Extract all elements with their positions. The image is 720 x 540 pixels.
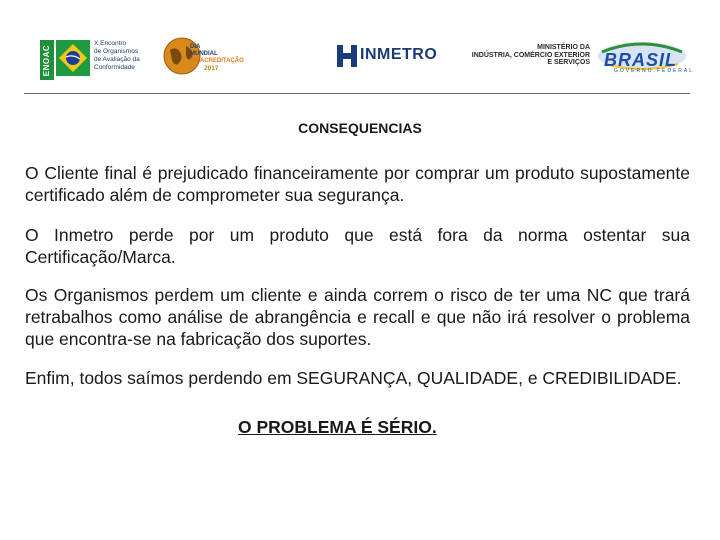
brasil-wordmark: BRASIL [604, 50, 677, 70]
slide-title: CONSEQUENCIAS [298, 120, 422, 136]
inmetro-logo-icon [336, 44, 358, 68]
closing-statement: O PROBLEMA É SÉRIO. [238, 417, 437, 437]
paragraph-organisms: Os Organismos perdem um cliente e ainda correm o risco de ter uma NC que trará retrabalhos como análise de abrangência e recall e que não irá resolver o problema que encontra-se na fabricação dos suportes. [25, 285, 690, 349]
enoac-side-label: ENOAC [40, 40, 54, 80]
paragraph-inmetro: O Inmetro perde por um produto que está fora da norma ostentar sua Certificação/Marca. [25, 225, 690, 267]
paragraph-conclusion: Enfim, todos saímos perdendo em SEGURANÇA, QUALIDADE, e CREDIBILIDADE. [25, 368, 682, 388]
brazil-flag-icon [56, 40, 90, 76]
inmetro-wordmark: INMETRO [360, 46, 438, 63]
world-accreditation-day-label: DIA MUNDIAL DA ACREDITAÇÃO 2017 [190, 44, 244, 72]
ministry-label: MINISTÉRIO DA INDÚSTRIA, COMÉRCIO EXTERIOR E SERVIÇOS [471, 44, 590, 66]
governo-federal-label: GOVERNO FEDERAL [614, 68, 695, 74]
header-divider [24, 93, 690, 94]
slide-header [0, 0, 720, 92]
enoac-event-title: X Encontro de Organismos de Avaliação da Conformidade [94, 40, 140, 71]
paragraph-client: O Cliente final é prejudicado financeiramente por comprar um produto supostamente certificado além de comprometer sua segurança. [25, 163, 690, 205]
